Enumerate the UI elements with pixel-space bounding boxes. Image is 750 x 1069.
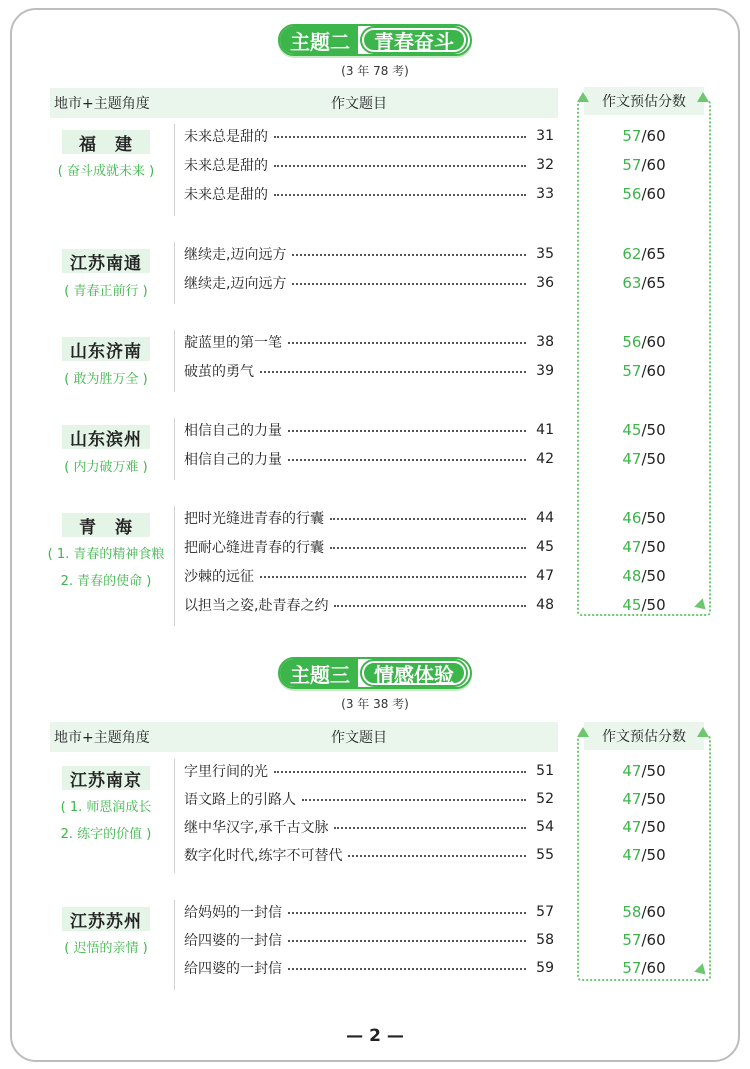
- leader-dots: [292, 283, 526, 285]
- list-item[interactable]: [184, 331, 554, 353]
- score-value: 57 / 60: [622, 959, 666, 977]
- corner-triangle-icon: [697, 92, 709, 102]
- group-divider: [174, 124, 175, 216]
- list-item[interactable]: [184, 419, 554, 441]
- group-divider: [174, 418, 175, 480]
- list-item[interactable]: [184, 360, 554, 382]
- score-value: 47 / 50: [622, 762, 666, 780]
- score-value: 47 / 50: [622, 538, 666, 556]
- leader-dots: [330, 518, 526, 520]
- leader-dots: [288, 968, 526, 970]
- city-theme: ( 迟悟的亲情 ): [64, 941, 148, 956]
- section-title-1: [278, 24, 472, 56]
- corner-triangle-icon: [697, 727, 709, 737]
- entry-page: 41: [536, 422, 554, 438]
- score-value: 47 / 50: [622, 450, 666, 468]
- entry-title: 给妈妈的一封信: [184, 905, 282, 921]
- entry-title: 相信自己的力量: [184, 452, 282, 468]
- leader-dots: [330, 547, 526, 549]
- leader-dots: [288, 459, 526, 461]
- table-header: [50, 722, 558, 752]
- group-divider: [174, 330, 175, 392]
- entry-title: 数字化时代,练字不可替代: [184, 848, 343, 864]
- entry-title: 把时光缝进青春的行囊: [184, 511, 324, 527]
- leader-dots: [274, 165, 526, 167]
- entry-title: 未来总是甜的: [184, 187, 268, 203]
- score-value: 45 / 50: [622, 596, 666, 614]
- section-title-label: 主题三: [280, 659, 358, 687]
- city-theme: ( 内力破万难 ): [64, 460, 148, 475]
- entry-page: 51: [536, 763, 554, 779]
- entry-page: 39: [536, 363, 554, 379]
- score-value: 47 / 50: [622, 818, 666, 836]
- section-title-2: [278, 657, 472, 689]
- section-subtitle: (3 年 78 考): [341, 64, 409, 78]
- entry-title: 破茧的勇气: [184, 364, 254, 380]
- list-item[interactable]: [184, 154, 554, 176]
- score-value: 57 / 60: [622, 127, 666, 145]
- city-label: 山东济南: [62, 337, 150, 361]
- leader-dots: [288, 940, 526, 942]
- score-header: 作文预估分数: [584, 87, 704, 115]
- entry-page: 42: [536, 451, 554, 467]
- city-theme: ( 青春正前行 ): [64, 284, 148, 299]
- city-label: 福 建: [62, 130, 150, 154]
- entry-title: 语文路上的引路人: [184, 792, 296, 808]
- entry-page: 38: [536, 334, 554, 350]
- city-label: 江苏南京: [62, 766, 150, 790]
- score-header: 作文预估分数: [584, 722, 704, 750]
- entry-title: 给四婆的一封信: [184, 933, 282, 949]
- city-theme: ( 1. 师恩润成长 2. 练字的价值 ): [60, 800, 152, 842]
- city-label: 青 海: [62, 513, 150, 537]
- leader-dots: [260, 371, 526, 373]
- list-item[interactable]: [184, 183, 554, 205]
- score-value: 45 / 50: [622, 421, 666, 439]
- header-city: 地市+主题角度: [54, 96, 150, 112]
- score-value: 57 / 60: [622, 931, 666, 949]
- city-label: 江苏南通: [62, 249, 150, 273]
- entry-page: 45: [536, 539, 554, 555]
- list-item[interactable]: [184, 788, 554, 810]
- list-item[interactable]: [184, 243, 554, 265]
- score-value: 56 / 60: [622, 185, 666, 203]
- leader-dots: [288, 430, 526, 432]
- leader-dots: [288, 912, 526, 914]
- list-item[interactable]: [184, 816, 554, 838]
- city-theme: ( 敢为胜万全 ): [64, 372, 148, 387]
- city-theme: ( 奋斗成就未来 ): [57, 164, 155, 179]
- header-title: 作文题目: [331, 96, 387, 112]
- entry-page: 52: [536, 791, 554, 807]
- leader-dots: [348, 855, 526, 857]
- entry-title: 继中华汉字,承千古文脉: [184, 820, 329, 836]
- entry-page: 44: [536, 510, 554, 526]
- city-theme: ( 1. 青春的精神食粮 2. 青春的使命 ): [47, 547, 165, 589]
- entry-title: 靛蓝里的第一笔: [184, 335, 282, 351]
- entry-title: 未来总是甜的: [184, 129, 268, 145]
- entry-title: 相信自己的力量: [184, 423, 282, 439]
- list-item[interactable]: [184, 929, 554, 951]
- group-divider: [174, 900, 175, 990]
- leader-dots: [260, 576, 526, 578]
- entry-title: 未来总是甜的: [184, 158, 268, 174]
- group-divider: [174, 242, 175, 304]
- group-divider: [174, 759, 175, 873]
- entry-page: 33: [536, 186, 554, 202]
- entry-page: 48: [536, 597, 554, 613]
- entry-title: 以担当之姿,赴青春之约: [184, 598, 329, 614]
- section-subtitle: (3 年 38 考): [341, 697, 409, 711]
- leader-dots: [274, 136, 526, 138]
- score-value: 48 / 50: [622, 567, 666, 585]
- entry-page: 54: [536, 819, 554, 835]
- entry-page: 32: [536, 157, 554, 173]
- section-title-theme: 情感体验: [362, 661, 466, 685]
- list-item[interactable]: [184, 901, 554, 923]
- score-value: 62 / 65: [622, 245, 666, 263]
- entry-title: 字里行间的光: [184, 764, 268, 780]
- city-label: 江苏苏州: [62, 907, 150, 931]
- list-item[interactable]: [184, 957, 554, 979]
- list-item[interactable]: [184, 448, 554, 470]
- group-divider: [174, 506, 175, 626]
- score-value: 47 / 50: [622, 790, 666, 808]
- entry-title: 把耐心缝进青春的行囊: [184, 540, 324, 556]
- entry-title: 给四婆的一封信: [184, 961, 282, 977]
- table-header: [50, 88, 558, 118]
- entry-page: 31: [536, 128, 554, 144]
- entry-page: 35: [536, 246, 554, 262]
- score-value: 57 / 60: [622, 156, 666, 174]
- list-item[interactable]: [184, 272, 554, 294]
- leader-dots: [302, 799, 526, 801]
- entry-page: 59: [536, 960, 554, 976]
- score-value: 63 / 65: [622, 274, 666, 292]
- score-value: 46 / 50: [622, 509, 666, 527]
- entry-page: 47: [536, 568, 554, 584]
- entry-title: 继续走,迈向远方: [184, 247, 287, 263]
- leader-dots: [274, 194, 526, 196]
- list-item[interactable]: [184, 844, 554, 866]
- list-item[interactable]: [184, 507, 554, 529]
- leader-dots: [334, 827, 526, 829]
- entry-page: 55: [536, 847, 554, 863]
- entry-title: 沙棘的远征: [184, 569, 254, 585]
- list-item[interactable]: [184, 536, 554, 558]
- entry-page: 58: [536, 932, 554, 948]
- leader-dots: [292, 254, 526, 256]
- entry-page: 57: [536, 904, 554, 920]
- leader-dots: [334, 605, 526, 607]
- section-title-label: 主题二: [280, 26, 358, 54]
- score-value: 56 / 60: [622, 333, 666, 351]
- list-item[interactable]: [184, 565, 554, 587]
- leader-dots: [274, 771, 526, 773]
- list-item[interactable]: [184, 594, 554, 616]
- entry-page: 36: [536, 275, 554, 291]
- header-city: 地市+主题角度: [54, 730, 150, 746]
- corner-triangle-icon: [577, 727, 589, 737]
- entry-title: 继续走,迈向远方: [184, 276, 287, 292]
- corner-triangle-icon: [577, 92, 589, 102]
- section-title-theme: 青春奋斗: [362, 28, 466, 52]
- score-value: 47 / 50: [622, 846, 666, 864]
- header-title: 作文题目: [331, 730, 387, 746]
- score-value: 57 / 60: [622, 362, 666, 380]
- city-label: 山东滨州: [62, 425, 150, 449]
- list-item[interactable]: [184, 760, 554, 782]
- leader-dots: [288, 342, 526, 344]
- score-value: 58 / 60: [622, 903, 666, 921]
- list-item[interactable]: [184, 125, 554, 147]
- page-number: — 2 —: [346, 1026, 404, 1046]
